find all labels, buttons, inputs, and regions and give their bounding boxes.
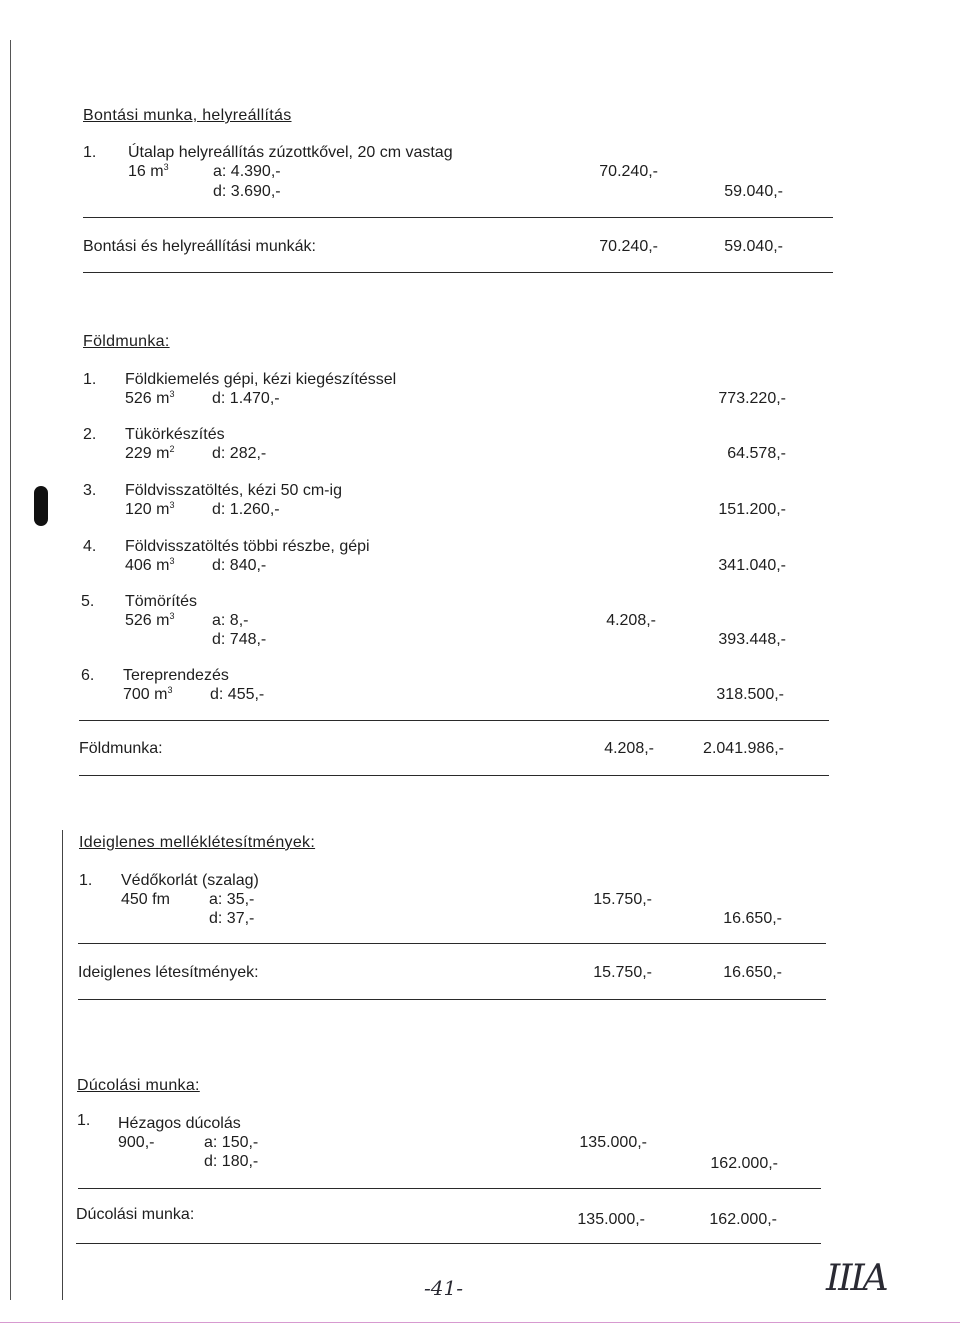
material-total: 15.750,-	[593, 891, 652, 908]
item-description: Tereprendezés	[123, 667, 229, 684]
item-number: 1.	[79, 872, 93, 889]
item-number: 2.	[83, 426, 97, 443]
page-edge-line	[0, 1322, 960, 1323]
section-title: Dúcolási munka:	[77, 1077, 200, 1094]
item-number: 5.	[81, 593, 95, 610]
labor-unit-price: d: 3.690,-	[213, 183, 281, 200]
labor-total: 16.650,-	[723, 910, 782, 927]
margin-binding-line	[62, 830, 63, 1300]
quantity-value: 526 m	[125, 390, 170, 407]
divider	[78, 1188, 821, 1189]
labor-total: 773.220,-	[718, 390, 786, 407]
item-number: 1.	[83, 371, 97, 388]
labor-unit-price: d: 180,-	[204, 1153, 259, 1170]
quantity-value: 16 m	[128, 163, 164, 180]
labor-total: 151.200,-	[718, 501, 786, 518]
labor-total: 59.040,-	[724, 183, 783, 200]
material-total: 4.208,-	[606, 612, 656, 629]
item-number: 4.	[83, 538, 97, 555]
item-description: Hézagos dúcolás	[118, 1115, 241, 1132]
item-description: Védőkorlát (szalag)	[121, 872, 259, 889]
item-quantity	[125, 612, 174, 630]
divider	[76, 1243, 821, 1244]
divider	[78, 999, 826, 1000]
divider	[83, 272, 833, 273]
labor-total: 318.500,-	[716, 686, 784, 703]
item-quantity	[125, 501, 174, 519]
signature-initials: IIIA	[826, 1258, 887, 1299]
labor-unit-price: d: 455,-	[210, 686, 265, 703]
labor-unit-price: d: 840,-	[212, 557, 267, 574]
labor-unit-price: d: 1.470,-	[212, 390, 280, 407]
material-unit-price: a: 150,-	[204, 1134, 259, 1151]
labor-total: 64.578,-	[727, 445, 786, 462]
item-quantity: 900,-	[118, 1134, 155, 1151]
summary-label: Földmunka:	[79, 740, 163, 757]
section-title: Ideiglenes melléklétesítmények:	[79, 834, 316, 851]
quantity-value: 120 m	[125, 501, 170, 518]
item-number: 1.	[77, 1112, 91, 1129]
labor-total: 341.040,-	[718, 557, 786, 574]
summary-labor-total: 2.041.986,-	[703, 740, 784, 757]
item-number: 3.	[83, 482, 97, 499]
material-total: 135.000,-	[579, 1134, 647, 1151]
summary-material-total: 4.208,-	[604, 740, 654, 757]
item-description: Útalap helyreállítás zúzottkővel, 20 cm vastag	[128, 144, 453, 161]
unit-exponent: 3	[169, 389, 175, 399]
labor-unit-price: d: 748,-	[212, 631, 267, 648]
summary-labor-total: 162.000,-	[709, 1211, 777, 1228]
divider	[83, 217, 833, 218]
punch-hole-mark	[34, 486, 48, 526]
summary-material-total: 15.750,-	[593, 964, 652, 981]
item-description: Földvisszatöltés, kézi 50 cm-ig	[125, 482, 342, 499]
quantity-value: 229 m	[125, 445, 170, 462]
item-quantity: 450 fm	[121, 891, 170, 908]
item-quantity	[125, 445, 174, 463]
item-description: Földkiemelés gépi, kézi kiegészítéssel	[125, 371, 397, 388]
summary-label: Dúcolási munka:	[76, 1206, 195, 1223]
item-quantity	[128, 163, 169, 181]
divider	[78, 943, 826, 944]
unit-exponent: 3	[169, 611, 175, 621]
unit-exponent: 3	[167, 685, 173, 695]
quantity-value: 700 m	[123, 686, 168, 703]
summary-labor-total: 16.650,-	[723, 964, 782, 981]
margin-binding-line	[10, 40, 11, 1300]
summary-material-total: 70.240,-	[599, 238, 658, 255]
material-unit-price: a: 35,-	[209, 891, 255, 908]
page-number: -41-	[424, 1276, 463, 1300]
labor-total: 162.000,-	[710, 1155, 778, 1172]
item-quantity	[125, 557, 174, 575]
signature	[826, 1258, 887, 1299]
item-description: Földvisszatöltés többi részbe, gépi	[125, 538, 370, 555]
section-title: Földmunka:	[83, 333, 170, 350]
summary-label: Bontási és helyreállítási munkák:	[83, 238, 316, 255]
labor-unit-price: d: 1.260,-	[212, 501, 280, 518]
summary-labor-total: 59.040,-	[724, 238, 783, 255]
labor-unit-price: d: 282,-	[212, 445, 267, 462]
unit-exponent: 3	[169, 500, 175, 510]
item-number: 6.	[81, 667, 95, 684]
material-total: 70.240,-	[599, 163, 658, 180]
summary-label: Ideiglenes létesítmények:	[78, 964, 259, 981]
item-quantity	[123, 686, 172, 704]
item-number: 1.	[83, 144, 97, 161]
labor-unit-price: d: 37,-	[209, 910, 255, 927]
divider	[79, 720, 829, 721]
item-description: Tükörkészítés	[125, 426, 225, 443]
section-title: Bontási munka, helyreállítás	[83, 107, 292, 124]
unit-exponent: 2	[169, 444, 175, 454]
material-unit-price: a: 4.390,-	[213, 163, 281, 180]
labor-total: 393.448,-	[718, 631, 786, 648]
item-quantity	[125, 390, 174, 408]
quantity-value: 526 m	[125, 612, 170, 629]
quantity-value: 406 m	[125, 557, 170, 574]
unit-exponent: 3	[163, 162, 169, 172]
divider	[79, 775, 829, 776]
summary-material-total: 135.000,-	[577, 1211, 645, 1228]
material-unit-price: a: 8,-	[212, 612, 249, 629]
unit-exponent: 3	[169, 556, 175, 566]
item-description: Tömörítés	[125, 593, 198, 610]
